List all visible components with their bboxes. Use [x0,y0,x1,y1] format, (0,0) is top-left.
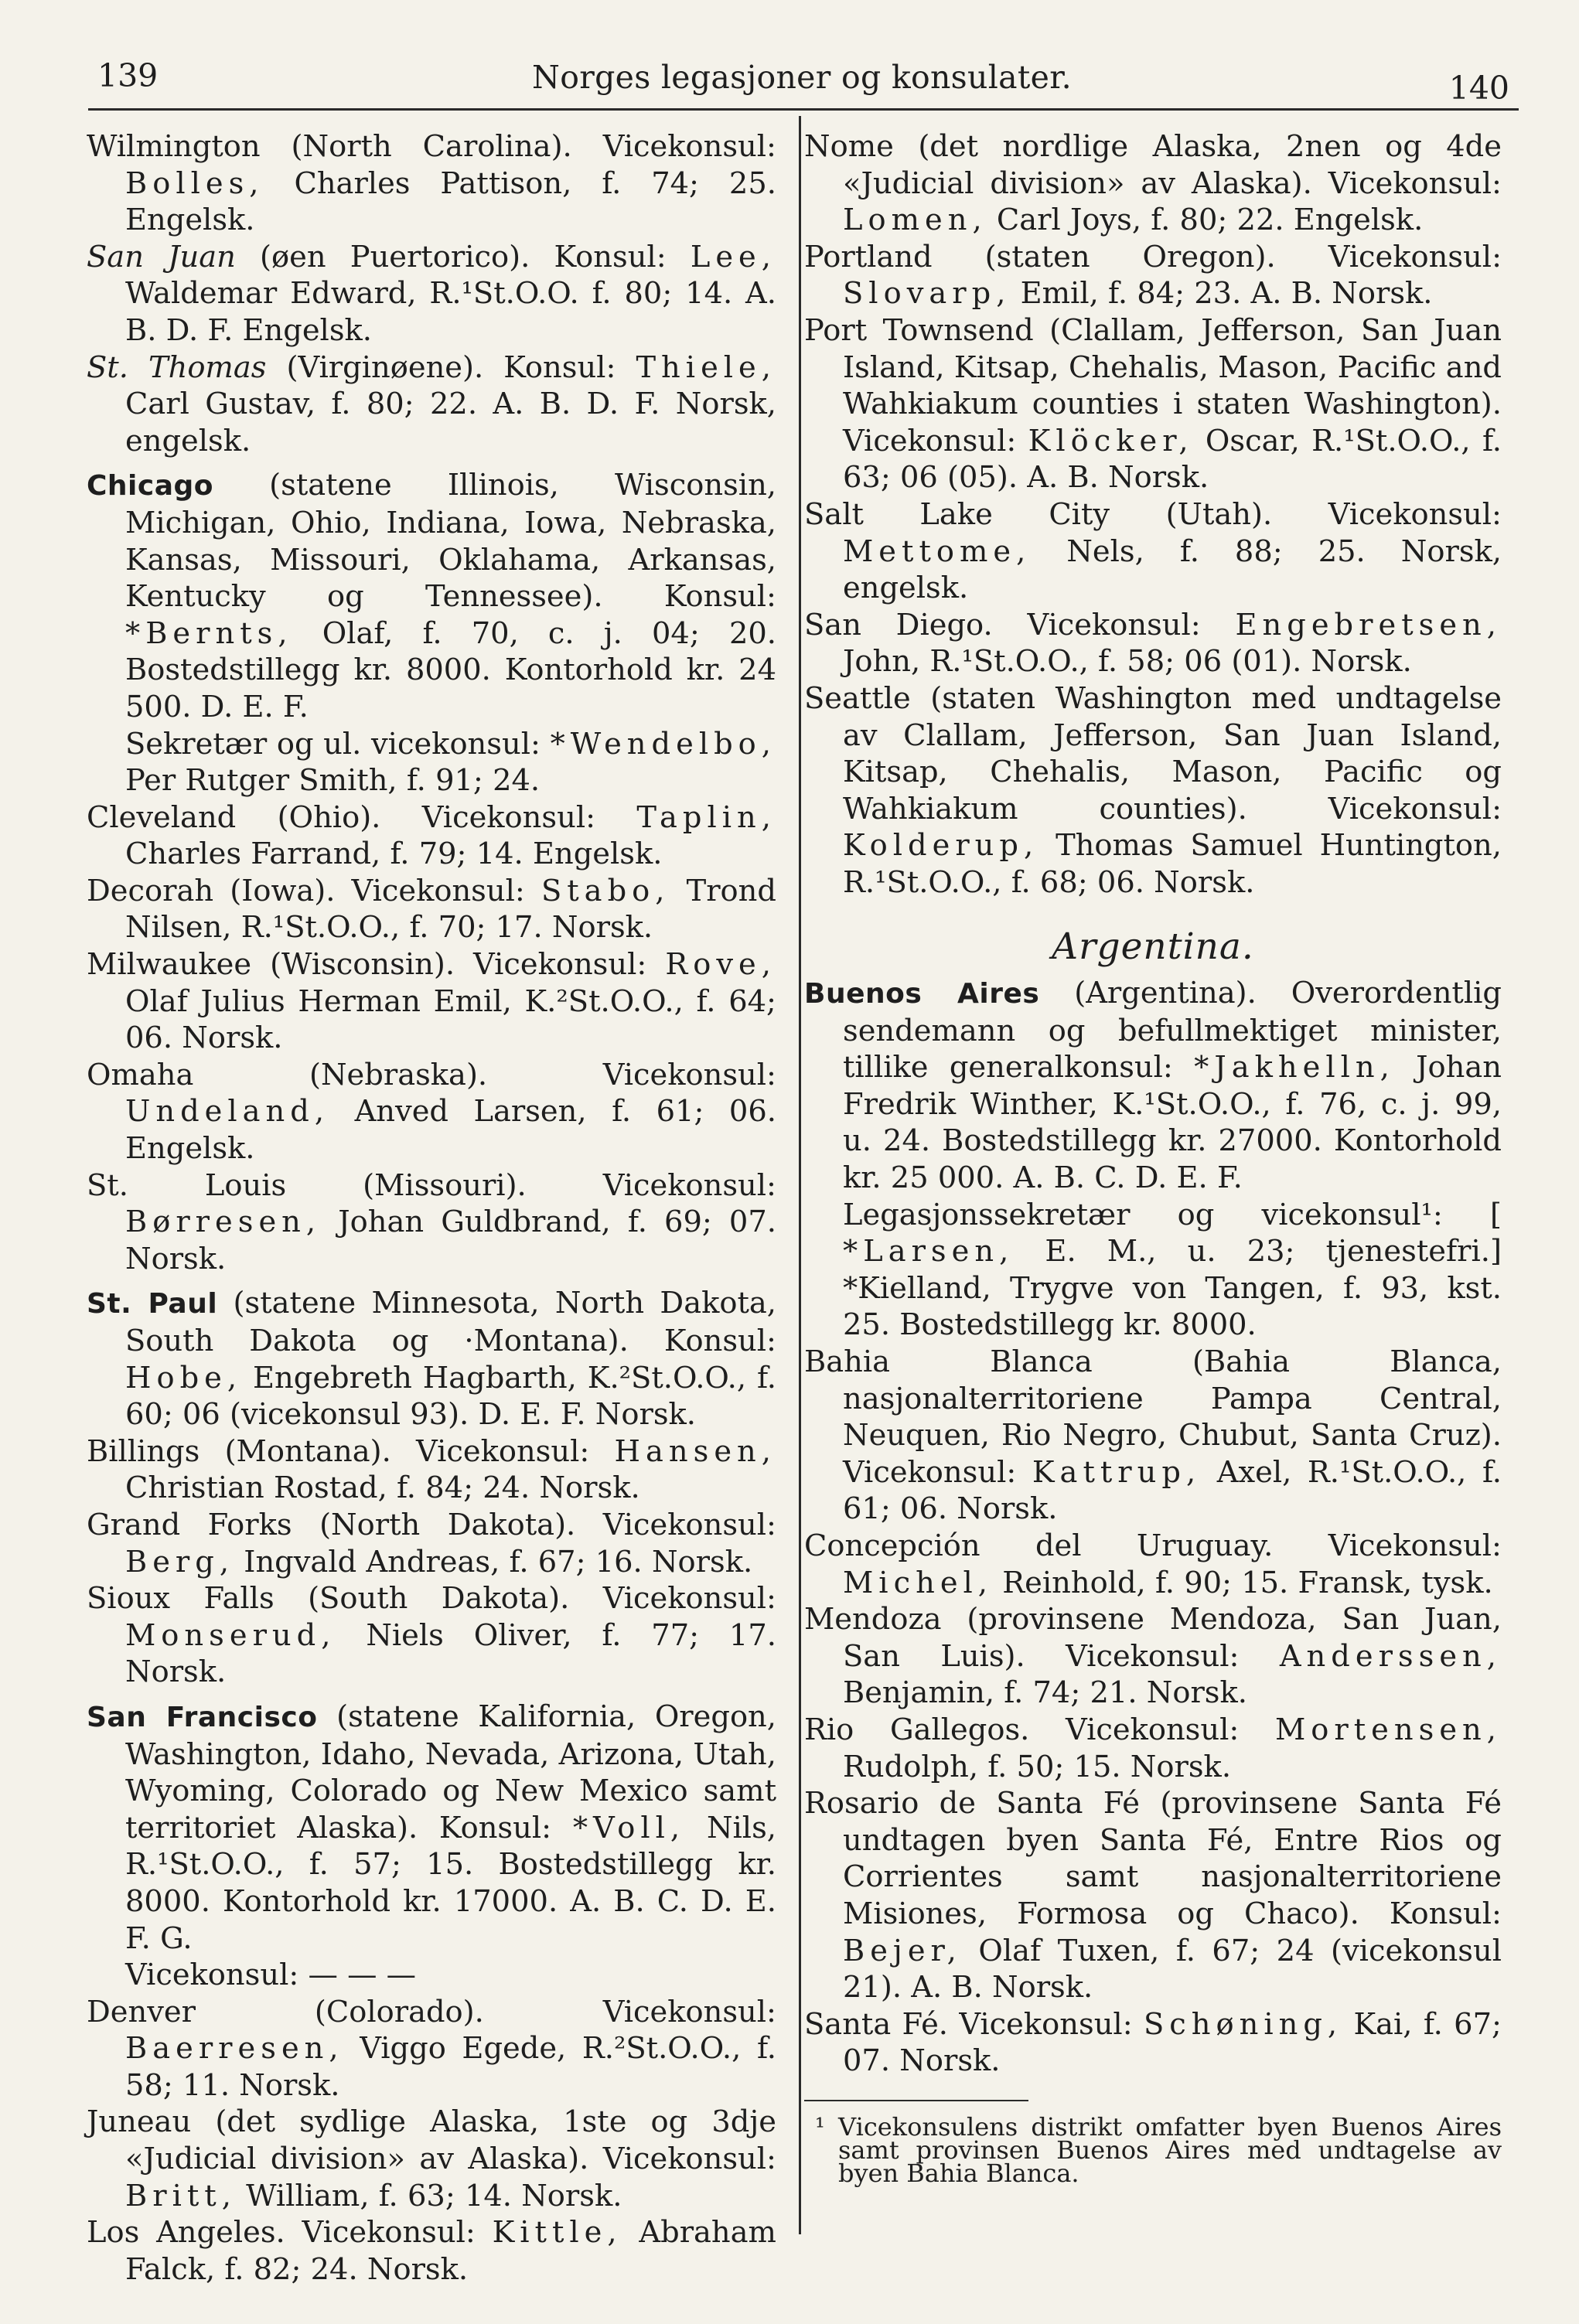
entry-place: Mendoza [804,1602,942,1637]
entry-details: Christian Rostad, f. 84; 24. Norsk. [125,1470,640,1506]
entry-description: Vicekonsul: [1066,1712,1240,1747]
entry-place: Portland [804,239,933,274]
entry-details: Emil, f. 84; 23. A. B. Norsk. [1020,276,1433,312]
entry-person-name: Stabo, [541,873,670,908]
directory-entry [87,946,776,1057]
entry-description: Vicekonsul: — — — [125,1958,417,1993]
entry-description: Vicekonsul: [1027,607,1201,642]
entry-description: (Nebraska). Vicekonsul: [309,1057,776,1092]
entry-description: (det sydlige Alaska, 1ste og 3dje «Judicial division» av Alaska). Vicekonsul: [125,2104,776,2177]
entry-person-name: Anderssen, [1279,1638,1502,1674]
entry-place: Concepción del Uruguay. [804,1528,1274,1563]
entry-details: Oscar, R.¹St.O.O., f. 63; 06 (05). A. B. Norsk. [843,423,1502,496]
entry-person-name: Mortensen, [1274,1712,1502,1747]
entry-place: Buenos Aires [804,978,1040,1010]
entry-place: Rosario de Santa Fé [804,1786,1141,1821]
entry-place: San Diego. [804,607,993,642]
entry-details: Johan Guldbrand, f. 69; 07. Norsk. [125,1205,776,1276]
entry-place: Los Angeles. [87,2215,285,2251]
entry-description: (Bahia Blanca, nasjonalterritoriene Pampa Central, Neuquen, Rio Negro, Chubut, Santa Cruz). Vicekonsul: [843,1344,1502,1490]
entry-place: Omaha [87,1057,194,1092]
section-title-argentina: Argentina. [1052,925,1254,969]
entry-details: Carl Gustav, f. 80; 22. A. B. D. F. Norsk, engelsk. [125,387,776,458]
entry-details: Charles Farrand, f. 79; 14. Engelsk. [125,837,663,872]
entry-details: Johan Fredrik Winther, K.¹St.O.O., f. 76, c. j. 99, u. 24. Bostedstillegg kr. 27000. Kontorhold kr. 25 000. A. B. C. D. E. F. [843,1050,1502,1196]
entry-person-name: Thiele, [636,349,776,385]
entry-place: Seattle [804,680,911,716]
directory-entry [87,1580,776,1691]
entry-place: Salt Lake City [804,496,1110,532]
entry-place: San Juan [87,239,236,274]
entry-description: (statene Minnesota, North Dakota, South Dakota og ·Montana). Konsul: [125,1286,776,1358]
directory-entry [87,1433,776,1507]
directory-entry [87,239,776,349]
entry-person-name: *Jakhelln, [1194,1050,1395,1085]
directory-entry [804,1197,1502,1344]
directory-entry [804,1601,1502,1712]
entry-person-name: Børresen, [125,1205,322,1240]
directory-entry [804,975,1502,1197]
directory-entry [87,799,776,873]
entry-description: (Colorado). Vicekonsul: [314,1994,776,2029]
entry-details: E. M., u. 23; tjenestefri.] *Kielland, Trygve von Tangen, f. 93, kst. 25. Bostedstillegg kr. 8000. [843,1234,1502,1343]
directory-entry [804,312,1502,496]
entry-person-name: *Larsen, [843,1234,1015,1269]
entry-description: Vicekonsul: [302,2215,476,2251]
entry-description: (North Carolina). Vicekonsul: [291,129,776,164]
directory-entry [87,2104,776,2214]
directory-entry [804,128,1502,239]
entry-place: Milwaukee [87,947,252,983]
entry-details: Thomas Samuel Huntington, R.¹St.O.O., f. 68; 06. Norsk. [843,828,1502,900]
entry-person-name: Kattrup, [1032,1454,1202,1490]
entry-person-name: Mettome, [843,533,1032,569]
directory-entry [804,607,1502,680]
entry-details: William, f. 63; 14. Norsk. [246,2178,622,2213]
entry-person-name: *Wendelbo, [550,726,776,762]
entry-description: (statene Illinois, Wisconsin, Michigan, Ohio, Indiana, Iowa, Nebraska, Kansas, Missouri, Oklahama, Arkansas, Kentucky og Tennessee). Konsul: [125,468,776,615]
entry-place: Juneau [87,2104,192,2140]
entry-person-name: Monserud, [125,1617,336,1653]
entry-place: Bahia Blanca [804,1344,1093,1379]
entry-details: Anved Larsen, f. 61; 06. Engelsk. [125,1094,776,1167]
entry-place: Rio Gallegos. [804,1712,1030,1747]
directory-entry [804,1712,1502,1785]
entry-description: (North Dakota). Vicekonsul: [319,1507,776,1542]
entry-description: (Argentina). Overordentlig sendemann og befullmektiget minister, tillike generalkonsul: [843,976,1502,1085]
entry-details: Carl Joys, f. 80; 22. Engelsk. [996,203,1424,238]
page-number-left: 139 [97,57,159,94]
entry-place: Chicago [87,470,214,503]
entry-details: Nels, f. 88; 25. Norsk, engelsk. [843,533,1502,606]
entry-description: (det nordlige Alaska, 2nen og 4de «Judicial division» av Alaska). Vicekonsul: [843,129,1502,201]
header-rule [88,108,1519,111]
directory-entry [804,496,1502,607]
entry-details: John, R.¹St.O.O., f. 58; 06 (01). Norsk. [843,644,1412,680]
directory-entry [87,1167,776,1278]
directory-entry [804,1785,1502,2006]
entry-place: St. Louis [87,1167,287,1203]
entry-place: San Francisco [87,1701,318,1733]
entry-details: Ingvald Andreas, f. 67; 16. Norsk. [244,1544,753,1579]
entry-description: (Montana). Vicekonsul: [224,1433,590,1469]
right-column [804,128,1502,2188]
entry-description: (statene Kalifornia, Oregon, Washington, Idaho, Nevada, Arizona, Utah, Wyoming, Colorado og New Mexico samt territoriet Alaska). Konsul: [125,1699,776,1845]
entry-place: Nome [804,129,894,164]
entry-person-name: Undeland, [125,1094,330,1130]
entry-person-name: Taplin, [636,799,776,835]
entry-details: Olaf Julius Herman Emil, K.²St.O.O., f. 64; 06. Norsk. [125,983,776,1056]
directory-entry [87,1507,776,1580]
page-header [90,48,1514,107]
directory-entry [87,873,776,946]
entry-details: Axel, R.¹St.O.O., f. 61; 06. Norsk. [843,1454,1502,1527]
directory-entry [87,128,776,239]
entry-description: (staten Oregon). Vicekonsul: [984,239,1502,274]
entry-details: Olaf Tuxen, f. 67; 24 (vicekonsul 21). A. B. Norsk. [843,1933,1502,2005]
entry-person-name: Michel, [843,1565,994,1600]
entry-details: Abraham Falck, f. 82; 24. Norsk. [125,2215,776,2287]
footnote: ¹ Vicekonsulens distrikt omfatter byen Buenos Aires samt provinsen Buenos Aires med undtagelse av byen Bahia Blanca. [815,2111,1502,2188]
directory-entry [87,1285,776,1433]
right-entries [804,128,1502,901]
directory-entry [804,680,1502,901]
entry-place: Cleveland [87,799,237,835]
entry-place: Billings [87,1433,200,1469]
entry-description: (staten Washington med undtagelse av Clallam, Jefferson, San Juan Island, Kitsap, Chehalis, Mason, Pacific og Wahkiakum counties). Vicekonsul: [843,680,1502,826]
directory-entry [804,1344,1502,1528]
left-column [87,128,776,2288]
entry-description: (Wisconsin). Vicekonsul: [270,947,647,983]
entry-description: (provinsene Santa Fé undtagen byen Santa Fé, Entre Rios og Corrientes samt nasjonalterritoriene Misiones, Formosa og Chaco). Konsul: [843,1786,1502,1931]
directory-entry [87,467,776,725]
directory-entry [87,1957,776,1994]
entry-person-name: Berg, [125,1544,235,1579]
entry-person-name: Britt, [125,2178,237,2213]
entry-description: (provinsene Mendoza, San Juan, San Luis). Vicekonsul: [843,1602,1502,1674]
entry-person-name: Lee, [690,239,776,274]
entry-place: Denver [87,1994,196,2029]
entry-place: Sioux Falls [87,1581,275,1617]
page-number-right: 140 [1448,70,1509,107]
directory-entry [87,1699,776,1957]
directory-entry [87,726,776,799]
entry-details: Per Rutger Smith, f. 91; 24. [125,763,541,799]
running-title: Norges legasjoner og konsulater. [532,59,1072,96]
entry-person-name: Schøning, [1143,2006,1343,2042]
entry-description: Legasjonssekretær og vicekonsul¹: [ [843,1197,1502,1232]
entry-person-name: *Voll, [572,1810,686,1845]
entry-person-name: Rove, [665,947,776,983]
entry-description: Sekretær og ul. vicekonsul: [125,726,541,762]
entry-details: Engebreth Hagbarth, K.²St.O.O., f. 60; 06 (vicekonsul 93). D. E. F. Norsk. [125,1360,776,1433]
directory-entry [804,239,1502,312]
directory-entry [87,1994,776,2104]
argentina-entries [804,975,1502,2080]
entry-person-name: Kittle, [492,2215,622,2251]
entry-person-name: Baerresen, [125,2031,344,2067]
footnote-rule [804,2100,1028,2101]
entry-details: Niels Oliver, f. 77; 17. Norsk. [125,1617,776,1690]
directory-entry [87,1057,776,1167]
directory-entry [804,2006,1502,2080]
entry-person-name: Hobe, [125,1360,243,1395]
directory-entry [87,2214,776,2288]
entry-description: (Utah). Vicekonsul: [1165,496,1502,532]
entry-description: (Iowa). Vicekonsul: [230,873,525,908]
entry-place: St. Paul [87,1288,218,1320]
entry-person-name: Lomen, [843,203,987,238]
entry-person-name: Bolles, [125,165,264,201]
entry-description: Vicekonsul: [959,2006,1133,2042]
entry-place: Port Townsend [804,312,1034,348]
entry-person-name: Engebretsen, [1235,607,1502,642]
entry-details: Trond Nilsen, R.¹St.O.O., f. 70; 17. Norsk. [125,873,776,946]
entry-details: Waldemar Edward, R.¹St.O.O. f. 80; 14. A. B. D. F. Engelsk. [125,276,776,348]
directory-entry [87,349,776,460]
entry-person-name: Bejer, [843,1933,962,1968]
entry-description: (Clallam, Jefferson, San Juan Island, Kitsap, Chehalis, Mason, Pacific and Wahkiakum counties i staten Washington). Vicekonsul: [843,312,1502,458]
entry-description: Vicekonsul: [1328,1528,1502,1563]
entry-description: (Ohio). Vicekonsul: [277,799,596,835]
entry-details: Benjamin, f. 74; 21. Norsk. [843,1675,1247,1711]
entry-person-name: Slovarp, [843,276,1011,312]
entry-details: Olaf, f. 70, c. j. 04; 20. Bostedstillegg kr. 8000. Kontorhold kr. 24 500. D. E. F. [125,615,776,724]
entry-details: Nils, R.¹St.O.O., f. 57; 15. Bostedstillegg kr. 8000. Kontorhold kr. 17000. A. B. C. D. E. F. G. [125,1810,776,1956]
entry-place: St. Thomas [87,349,267,385]
entry-place: Grand Forks [87,1507,292,1542]
entry-details: Kai, f. 67; 07. Norsk. [843,2006,1502,2079]
entry-description: (Virginøene). Konsul: [286,349,616,385]
column-divider [799,116,801,2234]
entry-description: (øen Puertorico). Konsul: [260,239,667,274]
entry-place: Santa Fé. [804,2006,949,2042]
entry-place: Decorah [87,873,214,908]
entry-person-name: Hansen, [614,1433,776,1469]
entry-person-name: Klöcker, [1028,423,1194,458]
entry-place: Wilmington [87,129,261,164]
entry-description: (South Dakota). Vicekonsul: [308,1581,776,1617]
entry-details: Charles Pattison, f. 74; 25. Engelsk. [125,165,776,238]
entry-details: Rudolph, f. 50; 15. Norsk. [843,1749,1232,1784]
entry-person-name: Kolderup, [843,828,1039,864]
entry-details: Viggo Egede, R.²St.O.O., f. 58; 11. Norsk. [125,2031,776,2103]
entry-details: Reinhold, f. 90; 15. Fransk, tysk. [1002,1565,1493,1600]
entry-person-name: *Bernts, [125,615,293,651]
entry-description: (Missouri). Vicekonsul: [363,1167,776,1203]
directory-entry [804,1528,1502,1601]
